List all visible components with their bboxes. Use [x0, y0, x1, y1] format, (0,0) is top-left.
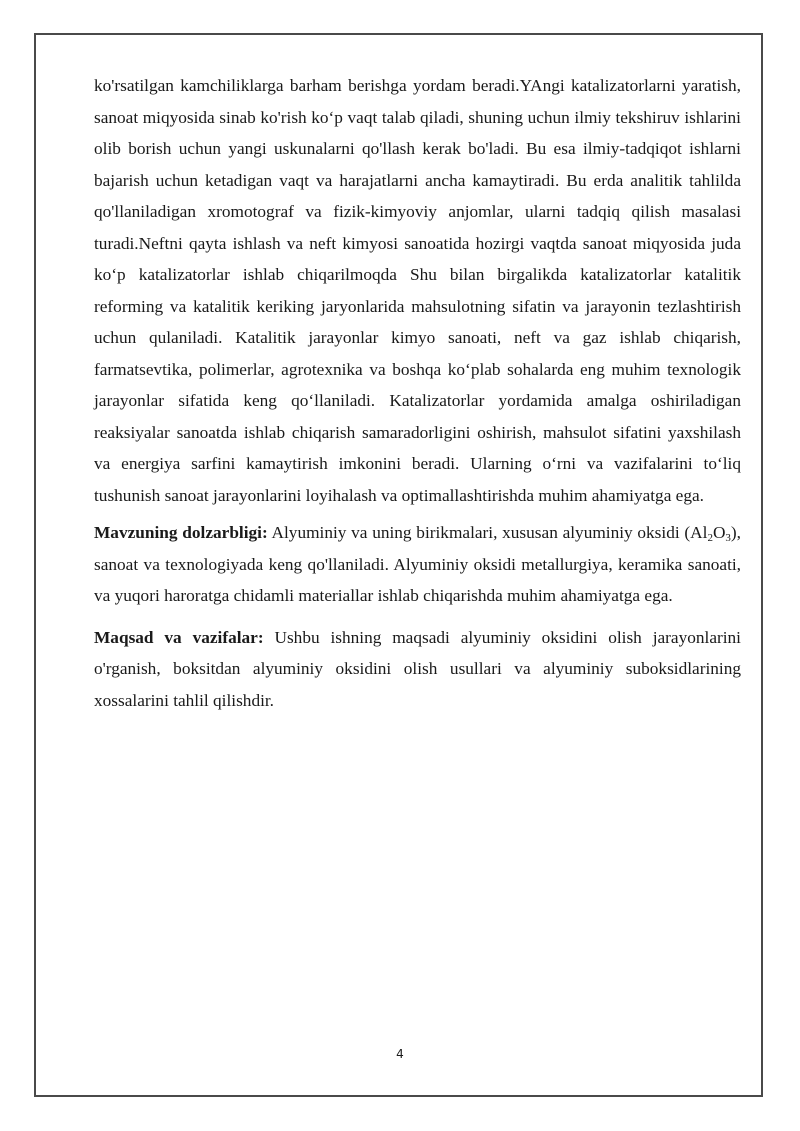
formula-subscript-3: 3 — [725, 532, 731, 544]
formula-subscript-2: 2 — [707, 532, 713, 544]
formula-oxygen: O — [712, 523, 726, 542]
document-body — [94, 70, 741, 716]
page-number: 4 — [396, 1047, 404, 1061]
relevance-text-before: Alyuminiy va uning birikmalari, xususan alyuminiy oksidi (Al — [267, 523, 708, 542]
goals-heading: Maqsad va vazifalar: — [94, 627, 264, 647]
goals-text: Ushbu ishning maqsadi alyuminiy oksidini olish jarayonlarini o'rganish, boksitdan alyuminiy oksidini olish usullari va alyuminiy suboksidlarining xossalarini tahlil qilishdir. — [94, 627, 741, 710]
relevance-paragraph — [94, 517, 741, 612]
relevance-text-after: ), sanoat va texnologiyada keng qo'llaniladi. Alyuminiy oksidi metallurgiya, keramika sanoati, va yuqori haroratga chidamli materiallar ishlab chiqarishda muhim ahamiyatga ega. — [94, 523, 741, 605]
relevance-heading: Mavzuning dolzarbligi: — [94, 523, 268, 542]
goals-paragraph — [94, 622, 741, 717]
intro-paragraph: ko'rsatilgan kamchiliklarga barham berishga yordam beradi.YAngi katalizatorlarni yaratish, sanoat miqyosida sinab ko'rish ko‘p vaqt talab qiladi, shuning uchun ilmiy tekshiruv ishlarini olib borish uchun yangi uskunalarni qo'llash kerak bo'ladi. Bu esa ilmiy-tadqiqot ishlarni bajarish uchun ketadigan vaqt va harajatlarni ancha kamaytiradi. Bu erda analitik tahlilda qo'llaniladigan xromotograf va fizik-kimyoviy anjomlar, ularni tadqiq qilish masalasi turadi.Neftni qayta ishlash va neft kimyosi sanoatida hozirgi vaqtda sanoat miqyosida juda ko‘p katalizatorlar ishlab chiqarilmoqda Shu bilan birgalikda katalizatorlar katalitik reforming va katalitik keriking jaryonlarida mahsulotning sifatin va jarayonin tezlashtirish uchun qulaniladi. Katalitik jarayonlar kimyo sanoati, neft va gaz ishlab chiqarish, farmatsevtika, polimerlar, agrotexnika va boshqa ko‘plab sohalarda eng muhim texnologik jarayonlar sifatida keng qo‘llaniladi. Katalizatorlar yordamida amalga oshiriladigan reaksiyalar sanoatda ishlab chiqarish samaradorligini oshirish, mahsulot sifatini yaxshilash va energiya sarfini kamaytirish imkonini beradi. Ularning o‘rni va vazifalarini to‘liq tushunish sanoat jarayonlarini loyihalash va optimallashtirishda muhim ahamiyatga ega. — [94, 76, 741, 505]
